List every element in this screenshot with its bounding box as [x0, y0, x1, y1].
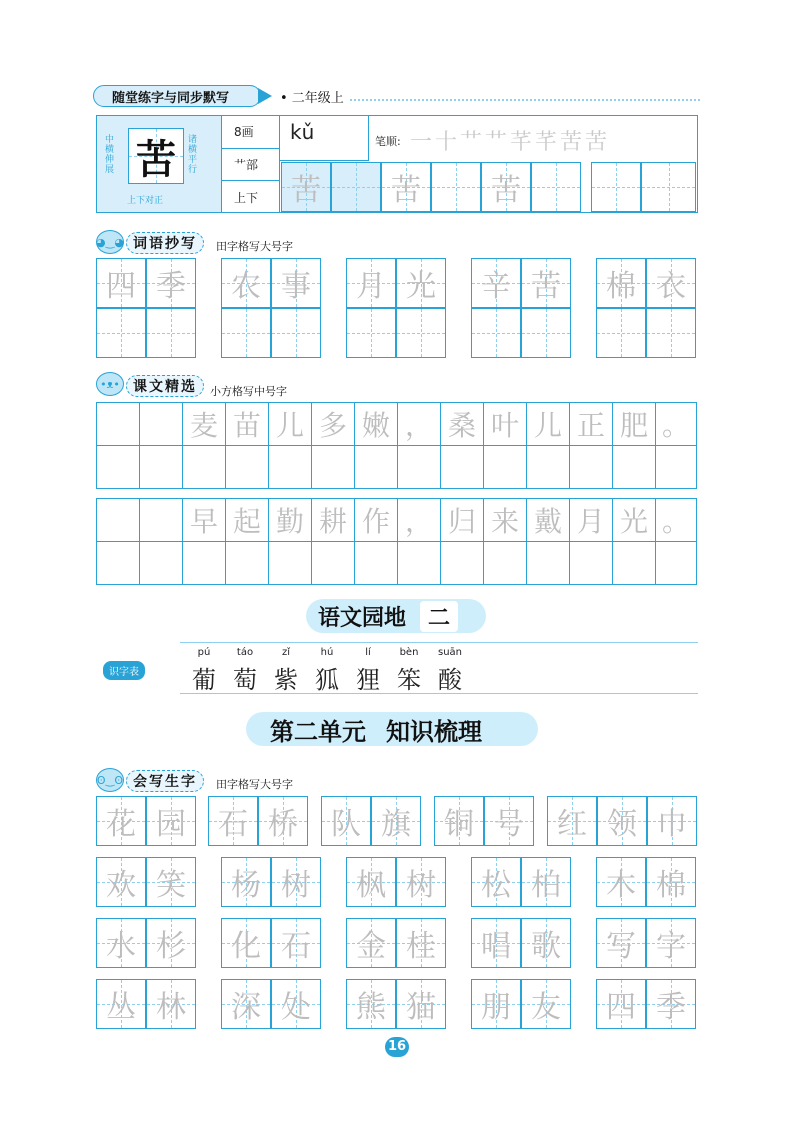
square-cell — [440, 541, 484, 585]
ghost-char — [140, 499, 182, 541]
unit-subtitle: 知识梳理 — [386, 716, 482, 746]
ghost-char: 勤 — [275, 505, 304, 538]
square-cell — [397, 541, 441, 585]
shizi-pinyin: pú — [197, 647, 211, 658]
tianzige-cell — [346, 979, 396, 1029]
panda-icon: •ᴥ• — [96, 372, 124, 396]
divider — [221, 115, 222, 213]
ghost-char: 红 — [557, 807, 587, 842]
ghost-char: 苦 — [291, 173, 321, 208]
ghost-char: 树 — [281, 868, 311, 903]
ghost-char: 多 — [318, 409, 347, 442]
ghost-char: 苦 — [531, 269, 561, 304]
square-cell — [225, 498, 269, 542]
square-cell — [526, 445, 570, 489]
square-cell — [655, 498, 697, 542]
shizi-char: 笨 — [397, 666, 421, 694]
square-cell — [526, 541, 570, 585]
tianzige-cell — [396, 918, 446, 968]
tianzige-cell — [647, 796, 697, 846]
ghost-char: 枫 — [356, 868, 386, 903]
tianzige-cell — [221, 918, 271, 968]
tianzige-cell — [96, 796, 146, 846]
shizi-char: 萄 — [233, 666, 257, 694]
ghost-char: 金 — [356, 929, 386, 964]
square-cell — [268, 498, 312, 542]
tianzige-cell — [146, 979, 196, 1029]
ghost-char: 杨 — [231, 868, 261, 903]
ghost-char: 朋 — [481, 990, 511, 1025]
square-cell — [612, 445, 656, 489]
garden-number: 二 — [420, 601, 458, 632]
ghost-char: 木 — [606, 868, 636, 903]
ghost-char: 树 — [406, 868, 436, 903]
section2-label: 课文精选 — [126, 375, 204, 397]
ghost-char: 唱 — [481, 929, 511, 964]
square-cell — [96, 402, 140, 446]
ghost-char: 麦 — [189, 409, 218, 442]
ghost-char — [397, 309, 445, 357]
tianzige-cell — [96, 918, 146, 968]
shizi-pinyin: bèn — [399, 647, 419, 658]
tianzige-cell — [396, 979, 446, 1029]
ghost-char: 叶 — [490, 409, 519, 442]
square-cell — [354, 402, 398, 446]
shizi-pinyin: táo — [236, 647, 254, 658]
ghost-char — [532, 163, 580, 211]
cat-icon: ◕‿◕ — [96, 230, 124, 254]
tianzige-cell — [96, 979, 146, 1029]
tianzige-cell — [521, 857, 571, 907]
square-cell — [311, 541, 355, 585]
unit-banner — [246, 712, 538, 746]
tianzige-cell — [596, 258, 646, 308]
square-cell — [139, 498, 183, 542]
tianzige-cell — [646, 979, 696, 1029]
shizi-badge: 识字表 — [103, 661, 145, 680]
tianzige-cell — [271, 857, 321, 907]
shizi-char: 酸 — [438, 666, 462, 694]
shizi-char: 紫 — [274, 666, 298, 694]
tianzige-cell — [346, 258, 396, 308]
square-cell — [569, 541, 613, 585]
ghost-char: 作 — [361, 505, 390, 538]
square-cell — [440, 402, 484, 446]
square-cell — [311, 445, 355, 489]
ghost-char: 歌 — [531, 929, 561, 964]
square-cell — [354, 445, 398, 489]
ghost-char: 柏 — [531, 868, 561, 903]
square-cell — [655, 402, 697, 446]
tianzige-cell — [96, 308, 146, 358]
tip-right: 诸横平行 — [188, 135, 198, 175]
ghost-char: 深 — [231, 990, 261, 1025]
tianzige-cell — [346, 918, 396, 968]
shizi-pinyin: lí — [365, 647, 371, 658]
main-char-box — [128, 128, 184, 184]
tianzige-cell — [221, 979, 271, 1029]
square-cell — [655, 445, 697, 489]
header-title: 随堂练字与同步默写 — [112, 91, 230, 106]
ghost-char: 棉 — [606, 269, 636, 304]
tianzige-cell — [371, 796, 421, 846]
section1-label: 词语抄写 — [126, 232, 204, 254]
ghost-char: 领 — [607, 807, 637, 842]
square-cell — [268, 402, 312, 446]
main-char: 苦 — [136, 135, 176, 183]
ghost-char: 花 — [106, 807, 136, 842]
square-cell — [139, 402, 183, 446]
divider — [180, 642, 698, 643]
square-cell — [354, 498, 398, 542]
square-cell — [440, 498, 484, 542]
ghost-char: 肥 — [619, 409, 648, 442]
tianzige-cell — [208, 796, 258, 846]
header-grade: • 二年级上 — [280, 91, 344, 106]
tianzige-cell — [481, 162, 531, 212]
square-cell — [225, 445, 269, 489]
tianzige-cell — [596, 857, 646, 907]
tianzige-cell — [258, 796, 308, 846]
tianzige-cell — [396, 258, 446, 308]
tianzige-cell — [434, 796, 484, 846]
tianzige-cell — [646, 918, 696, 968]
ghost-char: 农 — [231, 269, 261, 304]
pinyin: kǔ — [290, 120, 315, 144]
stroke-order: 一 十 艹 艹 芊 芊 苦 苦 — [410, 130, 605, 155]
ghost-char: 石 — [281, 929, 311, 964]
ghost-char: ， — [404, 505, 433, 538]
ghost-char — [97, 403, 139, 445]
ghost-char: 苦 — [491, 173, 521, 208]
tianzige-cell — [271, 918, 321, 968]
shizi-char: 狸 — [356, 666, 380, 694]
ghost-char: 字 — [656, 929, 686, 964]
ghost-char: 松 — [481, 868, 511, 903]
square-cell — [268, 445, 312, 489]
ghost-char: 。 — [661, 505, 690, 538]
tianzige-cell — [646, 857, 696, 907]
tianzige-cell — [346, 308, 396, 358]
header-divider — [350, 99, 700, 101]
square-cell — [612, 402, 656, 446]
square-cell — [526, 402, 570, 446]
ghost-char: 苗 — [232, 409, 261, 442]
ghost-char: 队 — [331, 807, 361, 842]
ghost-char: 儿 — [533, 409, 562, 442]
tianzige-cell — [471, 857, 521, 907]
header-arrow-icon — [258, 88, 272, 104]
ghost-char: 桑 — [447, 409, 476, 442]
ghost-char: 丛 — [106, 990, 136, 1025]
stroke-count: 8画 — [234, 125, 254, 139]
tianzige-cell — [471, 308, 521, 358]
section2-note: 小方格写中号字 — [210, 385, 287, 398]
structure: 上下 — [234, 191, 259, 205]
ghost-char — [642, 163, 695, 211]
tianzige-cell — [381, 162, 431, 212]
square-cell — [397, 402, 441, 446]
tianzige-cell — [641, 162, 696, 212]
ghost-char — [522, 309, 570, 357]
square-cell — [569, 445, 613, 489]
tianzige-cell — [521, 308, 571, 358]
tip-left: 中横伸展 — [105, 135, 115, 175]
tianzige-cell — [221, 308, 271, 358]
square-cell — [612, 498, 656, 542]
order-label: 笔顺: — [375, 135, 401, 148]
ghost-char: 衣 — [656, 269, 686, 304]
tianzige-cell — [646, 308, 696, 358]
tianzige-cell — [531, 162, 581, 212]
ghost-char: 季 — [156, 269, 186, 304]
ghost-char — [647, 309, 695, 357]
square-cell — [96, 541, 140, 585]
ghost-char: 桂 — [406, 929, 436, 964]
ghost-char: 苦 — [391, 173, 421, 208]
ghost-char — [597, 309, 645, 357]
ghost-char: 熊 — [356, 990, 386, 1025]
ghost-char: 欢 — [106, 868, 136, 903]
square-cell — [182, 541, 226, 585]
square-cell — [483, 498, 527, 542]
shizi-char: 葡 — [192, 666, 216, 694]
ghost-char: 石 — [218, 807, 248, 842]
square-cell — [182, 402, 226, 446]
tianzige-cell — [484, 796, 534, 846]
square-cell — [440, 445, 484, 489]
tianzige-cell — [146, 857, 196, 907]
tianzige-cell — [597, 796, 647, 846]
ghost-char — [332, 163, 380, 211]
ghost-char: 正 — [576, 409, 605, 442]
page-number: 16 — [385, 1037, 409, 1057]
section3-note: 田字格写大号字 — [216, 778, 293, 791]
ghost-char — [432, 163, 480, 211]
shizi-pinyin: hú — [320, 647, 334, 658]
square-cell — [483, 445, 527, 489]
tip-bottom: 上下对正 — [127, 196, 164, 206]
ghost-char: 光 — [619, 505, 648, 538]
ghost-char: ， — [404, 409, 433, 442]
square-cell — [397, 445, 441, 489]
ghost-char: 猫 — [406, 990, 436, 1025]
square-cell — [225, 541, 269, 585]
divider — [180, 693, 698, 694]
ghost-char: 事 — [281, 269, 311, 304]
ghost-char: 月 — [576, 505, 605, 538]
tianzige-cell — [146, 796, 196, 846]
ghost-char: 来 — [490, 505, 519, 538]
ghost-char — [222, 309, 270, 357]
ghost-char: 杉 — [156, 929, 186, 964]
ghost-char: 棉 — [656, 868, 686, 903]
square-cell — [655, 541, 697, 585]
ghost-char — [472, 309, 520, 357]
tianzige-cell — [521, 918, 571, 968]
tianzige-cell — [547, 796, 597, 846]
square-cell — [268, 541, 312, 585]
tianzige-cell — [471, 918, 521, 968]
ghost-char: 归 — [447, 505, 476, 538]
square-cell — [139, 541, 183, 585]
square-cell — [483, 541, 527, 585]
square-cell — [311, 402, 355, 446]
tianzige-cell — [271, 979, 321, 1029]
tianzige-cell — [596, 308, 646, 358]
ghost-char — [347, 309, 395, 357]
tianzige-cell — [596, 918, 646, 968]
tianzige-cell — [521, 258, 571, 308]
tianzige-cell — [396, 857, 446, 907]
tianzige-cell — [271, 258, 321, 308]
tianzige-cell — [346, 857, 396, 907]
tianzige-cell — [281, 162, 331, 212]
divider — [221, 148, 279, 149]
ghost-char: 早 — [189, 505, 218, 538]
ghost-char: 化 — [231, 929, 261, 964]
square-cell — [311, 498, 355, 542]
section3-label: 会写生字 — [126, 770, 204, 792]
square-cell — [569, 402, 613, 446]
ghost-char: 处 — [281, 990, 311, 1025]
ghost-char — [97, 309, 145, 357]
ghost-char: 友 — [531, 990, 561, 1025]
tianzige-cell — [146, 308, 196, 358]
divider — [221, 180, 279, 181]
ghost-char: 旗 — [381, 807, 411, 842]
square-cell — [182, 445, 226, 489]
ghost-char: 辛 — [481, 269, 511, 304]
ghost-char: 月 — [356, 269, 386, 304]
ghost-char — [592, 163, 640, 211]
ghost-char: 水 — [106, 929, 136, 964]
ghost-char — [272, 309, 320, 357]
ghost-char: 巾 — [657, 807, 687, 842]
garden-banner — [306, 599, 486, 633]
square-cell — [397, 498, 441, 542]
square-cell — [483, 402, 527, 446]
tianzige-cell — [471, 258, 521, 308]
ghost-char — [97, 499, 139, 541]
ghost-char: 号 — [494, 807, 524, 842]
tianzige-cell — [96, 258, 146, 308]
square-cell — [182, 498, 226, 542]
ghost-char: 耕 — [318, 505, 347, 538]
ghost-char: 园 — [156, 807, 186, 842]
square-cell — [612, 541, 656, 585]
shizi-pinyin: suān — [437, 647, 462, 658]
tianzige-cell — [271, 308, 321, 358]
ghost-char: 铜 — [444, 807, 474, 842]
tianzige-cell — [396, 308, 446, 358]
tianzige-cell — [471, 979, 521, 1029]
ghost-char: 起 — [232, 505, 261, 538]
garden-title: 语文园地 — [318, 604, 407, 631]
tianzige-cell — [221, 857, 271, 907]
square-cell — [139, 445, 183, 489]
tianzige-cell — [331, 162, 381, 212]
ghost-char: 。 — [661, 409, 690, 442]
section1-note: 田字格写大号字 — [216, 240, 293, 253]
ghost-char: 季 — [656, 990, 686, 1025]
ghost-char: 林 — [156, 990, 186, 1025]
square-cell — [96, 445, 140, 489]
square-cell — [96, 498, 140, 542]
ghost-char: 嫩 — [361, 409, 390, 442]
ghost-char: 戴 — [533, 505, 562, 538]
cow-icon: ʘ‿ʘ — [96, 768, 124, 792]
ghost-char: 儿 — [275, 409, 304, 442]
square-cell — [225, 402, 269, 446]
tianzige-cell — [321, 796, 371, 846]
shizi-char: 狐 — [315, 666, 339, 694]
tianzige-cell — [591, 162, 641, 212]
ghost-char: 桥 — [268, 807, 298, 842]
tianzige-cell — [431, 162, 481, 212]
tianzige-cell — [146, 918, 196, 968]
tianzige-cell — [146, 258, 196, 308]
tianzige-cell — [646, 258, 696, 308]
shizi-pinyin: zǐ — [281, 647, 291, 658]
tianzige-cell — [596, 979, 646, 1029]
unit-title: 第二单元 — [270, 716, 366, 746]
square-cell — [569, 498, 613, 542]
square-cell — [354, 541, 398, 585]
ghost-char: 四 — [606, 990, 636, 1025]
tianzige-cell — [96, 857, 146, 907]
ghost-char: 笑 — [156, 868, 186, 903]
radical: 艹部 — [234, 158, 259, 172]
tianzige-cell — [521, 979, 571, 1029]
square-cell — [526, 498, 570, 542]
ghost-char: 四 — [106, 269, 136, 304]
ghost-char: 写 — [606, 929, 636, 964]
ghost-char — [147, 309, 195, 357]
ghost-char: 光 — [406, 269, 436, 304]
tianzige-cell — [221, 258, 271, 308]
ghost-char — [140, 403, 182, 445]
